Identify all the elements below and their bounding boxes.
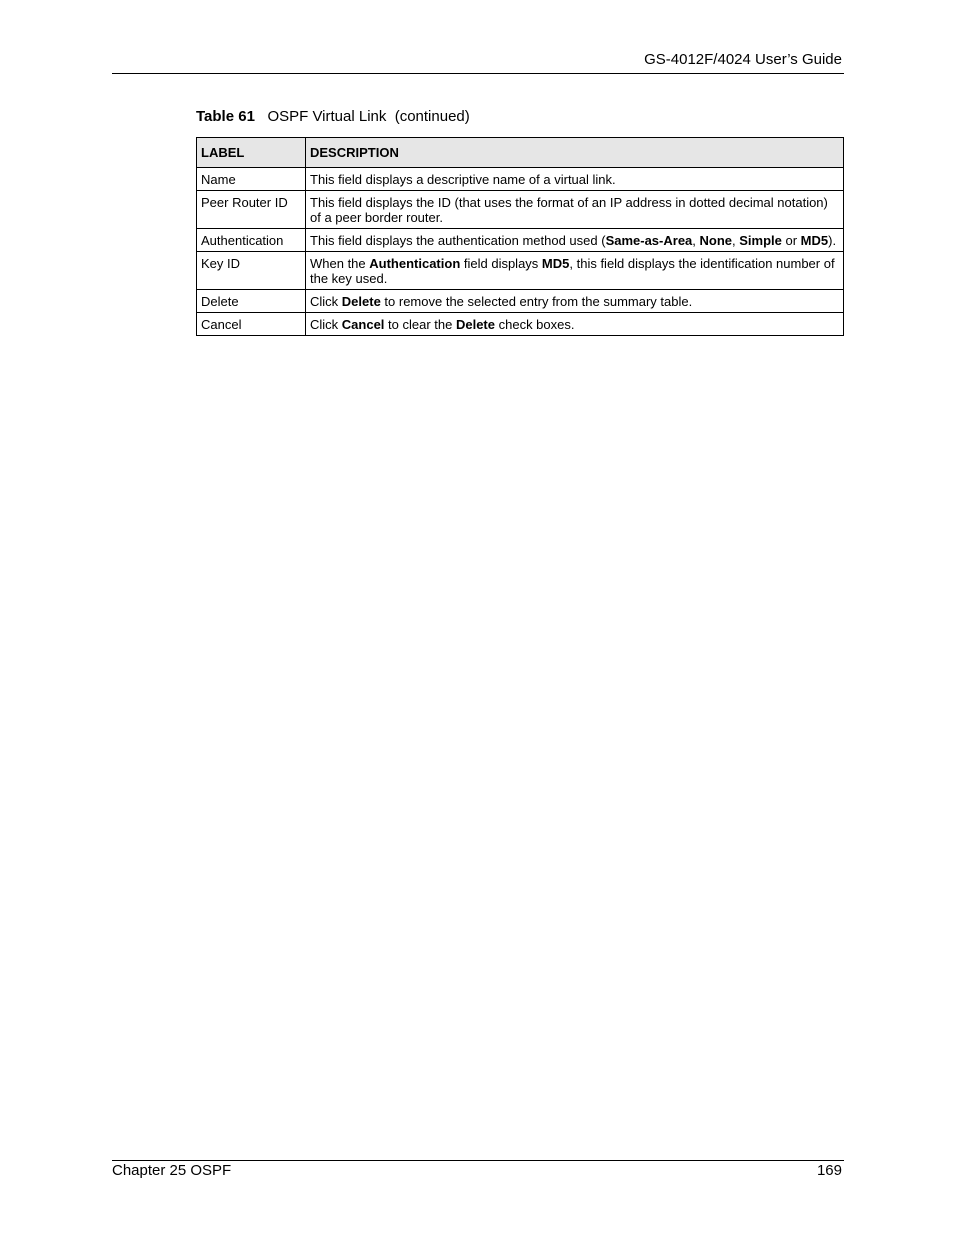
description-text: This field displays a descriptive name of a virtual link. [310, 172, 616, 187]
description-text: When the [310, 256, 370, 271]
column-header-label: LABEL [197, 138, 306, 168]
description-bold-term: Cancel [341, 317, 385, 332]
row-label: Authentication [197, 229, 306, 252]
description-bold-term: Delete [341, 294, 381, 309]
table-row [197, 191, 844, 229]
description-bold-term: None [699, 233, 733, 248]
description-text: This field displays the ID (that uses the format of an IP address in dotted decimal notation) of a peer border router. [310, 195, 828, 225]
row-label: Peer Router ID [197, 191, 306, 229]
row-description [306, 191, 844, 229]
description-bold-term: MD5 [541, 256, 570, 271]
description-text: Click [310, 317, 342, 332]
description-bold-term: MD5 [800, 233, 829, 248]
header-rule [112, 73, 844, 74]
description-text: Click [310, 294, 342, 309]
page-number: 169 [816, 1162, 842, 1179]
description-text: to remove the selected entry from the summary table. [380, 294, 693, 309]
description-text: field displays [460, 256, 542, 271]
description-text: This field displays the authentication method used ( [310, 233, 606, 248]
description-text: or [781, 233, 801, 248]
table-row [197, 290, 844, 313]
column-header-description: DESCRIPTION [306, 138, 844, 168]
row-description [306, 168, 844, 191]
description-text: check boxes. [495, 317, 575, 332]
table-caption-label: Table 61 [196, 108, 255, 125]
description-bold-term: Authentication [369, 256, 461, 271]
description-text: , [732, 233, 740, 248]
running-header-title: GS-4012F/4024 User’s Guide [644, 51, 842, 68]
description-text: , [692, 233, 700, 248]
table-row [197, 313, 844, 336]
table-row [197, 168, 844, 191]
row-description [306, 313, 844, 336]
table-row [197, 229, 844, 252]
description-bold-term: Delete [455, 317, 495, 332]
description-bold-term: Same-as-Area [605, 233, 693, 248]
footer-rule [112, 1160, 844, 1161]
row-label: Delete [197, 290, 306, 313]
row-label: Name [197, 168, 306, 191]
table-caption-text: OSPF Virtual Link (continued) [267, 108, 470, 125]
table-body [197, 168, 844, 336]
ospf-virtual-link-table [196, 137, 844, 336]
row-label: Key ID [197, 252, 306, 290]
footer-chapter: Chapter 25 OSPF [112, 1162, 232, 1179]
row-description [306, 252, 844, 290]
table-row [197, 252, 844, 290]
row-description [306, 290, 844, 313]
description-text: ). [828, 233, 837, 248]
description-bold-term: Simple [739, 233, 782, 248]
table-header-row [197, 138, 844, 168]
row-label: Cancel [197, 313, 306, 336]
description-text: , this field displays the identification number of the key used. [310, 256, 835, 286]
row-description [306, 229, 844, 252]
description-text: to clear the [384, 317, 456, 332]
table-caption [196, 108, 470, 126]
